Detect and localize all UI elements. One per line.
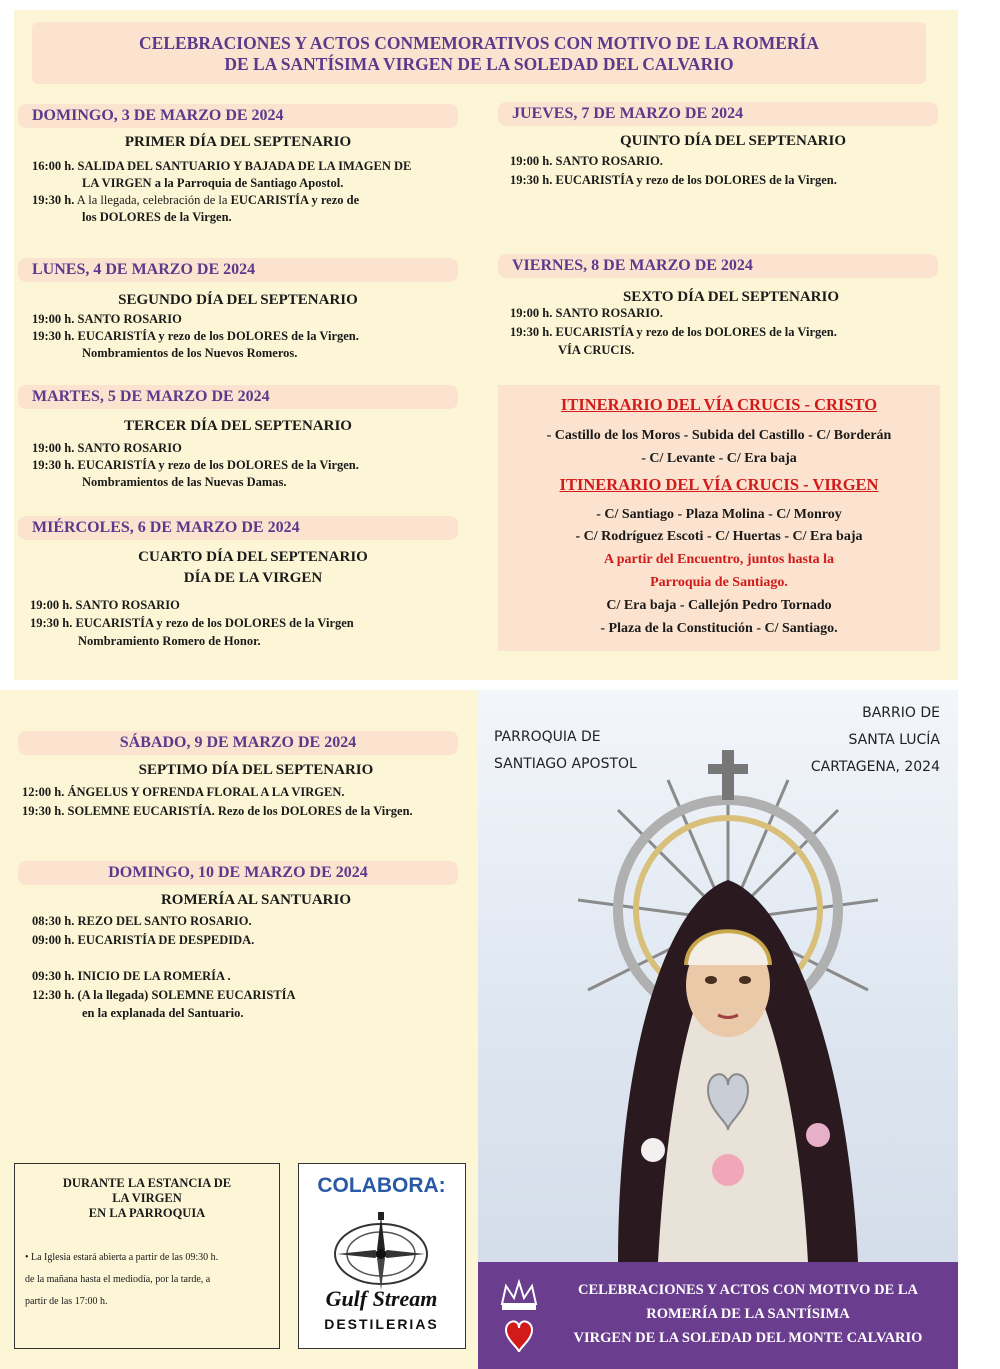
event-line: 16:00 h. SALIDA DEL SANTUARIO Y BAJADA DE LA IMAGEN DE bbox=[32, 159, 412, 173]
event-line: 12:30 h. (A la llegada) SOLEMNE EUCARISTÍA bbox=[32, 988, 296, 1002]
event-line: 19:00 h. SANTO ROSARIO. bbox=[510, 154, 663, 168]
event-line: 19:00 h. SANTO ROSARIO bbox=[32, 312, 182, 326]
cover-banner bbox=[478, 1262, 958, 1369]
banner-line: CELEBRACIONES Y ACTOS CON MOTIVO DE LA bbox=[578, 1282, 918, 1298]
day-title-primer: PRIMER DÍA DEL SEPTENARIO bbox=[124, 134, 352, 150]
route-line: - Plaza de la Constitución - C/ Santiago. bbox=[600, 621, 838, 636]
event-line: 12:00 h. ÁNGELUS Y OFRENDA FLORAL A LA VIRGEN. bbox=[22, 785, 345, 799]
banner-line: VIRGEN DE LA SOLEDAD DEL MONTE CALVARIO bbox=[573, 1330, 923, 1346]
day-title-sexto: SEXTO DÍA DEL SEPTENARIO bbox=[622, 289, 840, 305]
day-title-tercer: TERCER DÍA DEL SEPTENARIO bbox=[124, 418, 352, 434]
date-bar-sabado-9: SÁBADO, 9 DE MARZO DE 2024 bbox=[18, 731, 458, 755]
event-line: Nombramientos de los Nuevos Romeros. bbox=[82, 346, 298, 360]
date-bar-lunes-4: LUNES, 4 DE MARZO DE 2024 bbox=[18, 258, 458, 282]
barrio-line: CARTAGENA, 2024 bbox=[810, 759, 940, 775]
route-line: - C/ Levante - C/ Era baja bbox=[641, 451, 797, 466]
day-title-quinto: QUINTO DÍA DEL SEPTENARIO bbox=[619, 133, 847, 149]
header-line-1: CELEBRACIONES Y ACTOS CONMEMORATIVOS CON MOTIVO DE LA ROMERÍA bbox=[139, 33, 819, 53]
title-line: EN LA PARROQUIA bbox=[88, 1206, 206, 1220]
day-title-septimo: SEPTIMO DÍA DEL SEPTENARIO bbox=[138, 762, 374, 778]
event-line: 19:00 h. SANTO ROSARIO bbox=[30, 598, 180, 612]
date-bar-miercoles-6: MIÉRCOLES, 6 DE MARZO DE 2024 bbox=[18, 516, 458, 540]
header-line-2: DE LA SANTÍSIMA VIRGEN DE LA SOLEDAD DEL CALVARIO bbox=[224, 54, 734, 74]
parish-hours-title bbox=[15, 1176, 279, 1221]
barrio-line: BARRIO DE bbox=[862, 705, 940, 721]
event-line: 19:30 h. EUCARISTÍA y rezo de los DOLORES de la Virgen. bbox=[32, 458, 359, 472]
date-bar-martes-5: MARTES, 5 DE MARZO DE 2024 bbox=[18, 385, 458, 409]
event-text-bold: EUCARISTÍA y rezo de bbox=[230, 193, 360, 207]
event-line: los DOLORES de la Virgen. bbox=[82, 210, 232, 224]
program-header bbox=[32, 22, 926, 84]
event-time: 19:30 h. bbox=[32, 193, 75, 207]
route-line-encuentro: A partir del Encuentro, juntos hasta la bbox=[603, 552, 835, 567]
banner-line: ROMERÍA DE LA SANTÍSIMA bbox=[646, 1306, 850, 1322]
event-line: 19:00 h. SANTO ROSARIO bbox=[32, 441, 182, 455]
event-line: 19:30 h. EUCARISTÍA y rezo de los DOLORES de la Virgen. bbox=[510, 325, 837, 339]
crown-heart-emblem-icon bbox=[492, 1276, 546, 1356]
date-bar-jueves-7: JUEVES, 7 DE MARZO DE 2024 bbox=[498, 102, 938, 126]
event-line: 19:30 h. EUCARISTÍA y rezo de los DOLORES de la Virgen bbox=[30, 616, 354, 630]
event-text: A la llegada, celebración de la bbox=[74, 193, 231, 207]
event-line: 08:30 h. REZO DEL SANTO ROSARIO. bbox=[32, 914, 252, 928]
route-line: - C/ Santiago - Plaza Molina - C/ Monroy bbox=[596, 507, 842, 522]
route-line: - Castillo de los Moros - Subida del Castillo - C/ Borderán bbox=[546, 428, 892, 443]
virgin-cover-photo bbox=[478, 690, 958, 1369]
parish-line: PARROQUIA DE bbox=[494, 729, 601, 745]
event-line: Nombramiento Romero de Honor. bbox=[78, 634, 261, 648]
event-line: 19:30 h. EUCARISTÍA y rezo de los DOLORES de la Virgen. bbox=[32, 329, 359, 343]
via-crucis-route-box bbox=[498, 385, 940, 651]
route-title-virgen: ITINERARIO DEL VÍA CRUCIS - VIRGEN bbox=[559, 475, 879, 494]
event-line: 09:30 h. INICIO DE LA ROMERÍA . bbox=[32, 969, 231, 983]
sponsor-logo-name: Gulf Stream bbox=[325, 1286, 438, 1311]
event-line: 09:00 h. EUCARISTÍA DE DESPEDIDA. bbox=[32, 933, 255, 947]
event-line: 19:00 h. SANTO ROSARIO. bbox=[510, 306, 663, 320]
text-line: • La Iglesia estará abierta a partir de las 09:30 h. bbox=[25, 1252, 219, 1263]
event-line: en la explanada del Santuario. bbox=[82, 1006, 244, 1020]
event-line: VÍA CRUCIS. bbox=[558, 343, 635, 357]
day-title-cuarto: CUARTO DÍA DEL SEPTENARIO bbox=[138, 549, 368, 565]
parish-hours-box bbox=[14, 1163, 280, 1349]
event-line bbox=[32, 192, 359, 209]
parish-line: SANTIAGO APOSTOL bbox=[494, 756, 637, 772]
day-subtitle-dia-virgen: DÍA DE LA VIRGEN bbox=[183, 570, 323, 586]
event-line: Nombramientos de las Nuevas Damas. bbox=[82, 475, 287, 489]
route-line: C/ Era baja - Callejón Pedro Tornado bbox=[606, 598, 832, 613]
route-title-cristo: ITINERARIO DEL VÍA CRUCIS - CRISTO bbox=[560, 395, 878, 414]
date-bar-domingo-3: DOMINGO, 3 DE MARZO DE 2024 bbox=[18, 104, 458, 128]
sponsor-title: COLABORA: bbox=[317, 1174, 446, 1197]
day-title-segundo: SEGUNDO DÍA DEL SEPTENARIO bbox=[118, 292, 358, 308]
virgin-statue-illustration bbox=[558, 750, 898, 1262]
date-bar-domingo-10: DOMINGO, 10 DE MARZO DE 2024 bbox=[18, 861, 458, 885]
title-line: LA VIRGEN bbox=[112, 1191, 182, 1205]
event-line: LA VIRGEN a la Parroquia de Santiago Apostol. bbox=[82, 176, 344, 190]
date-bar-viernes-8: VIERNES, 8 DE MARZO DE 2024 bbox=[498, 254, 938, 278]
event-line: 19:30 h. SOLEMNE EUCARISTÍA. Rezo de los DOLORES de la Virgen. bbox=[22, 804, 413, 818]
event-line: 19:30 h. EUCARISTÍA y rezo de los DOLORES de la Virgen. bbox=[510, 173, 837, 187]
route-line: - C/ Rodríguez Escoti - C/ Huertas - C/ Era baja bbox=[575, 529, 863, 544]
barrio-line: SANTA LUCÍA bbox=[848, 732, 940, 748]
title-line: DURANTE LA ESTANCIA DE bbox=[62, 1176, 232, 1190]
compass-rose-icon bbox=[331, 1210, 431, 1290]
sponsor-logo-sub: DESTILERIAS bbox=[324, 1316, 439, 1332]
text-line: de la mañana hasta el mediodía, por la tarde, a bbox=[25, 1274, 211, 1285]
text-line: partir de las 17:00 h. bbox=[25, 1296, 108, 1307]
sponsor-box bbox=[298, 1163, 466, 1349]
parish-hours-text bbox=[25, 1247, 271, 1313]
route-line-parroquia: Parroquia de Santiago. bbox=[650, 575, 788, 590]
day-title-romeria: ROMERÍA AL SANTUARIO bbox=[160, 892, 352, 908]
cover-banner-text bbox=[552, 1278, 944, 1350]
